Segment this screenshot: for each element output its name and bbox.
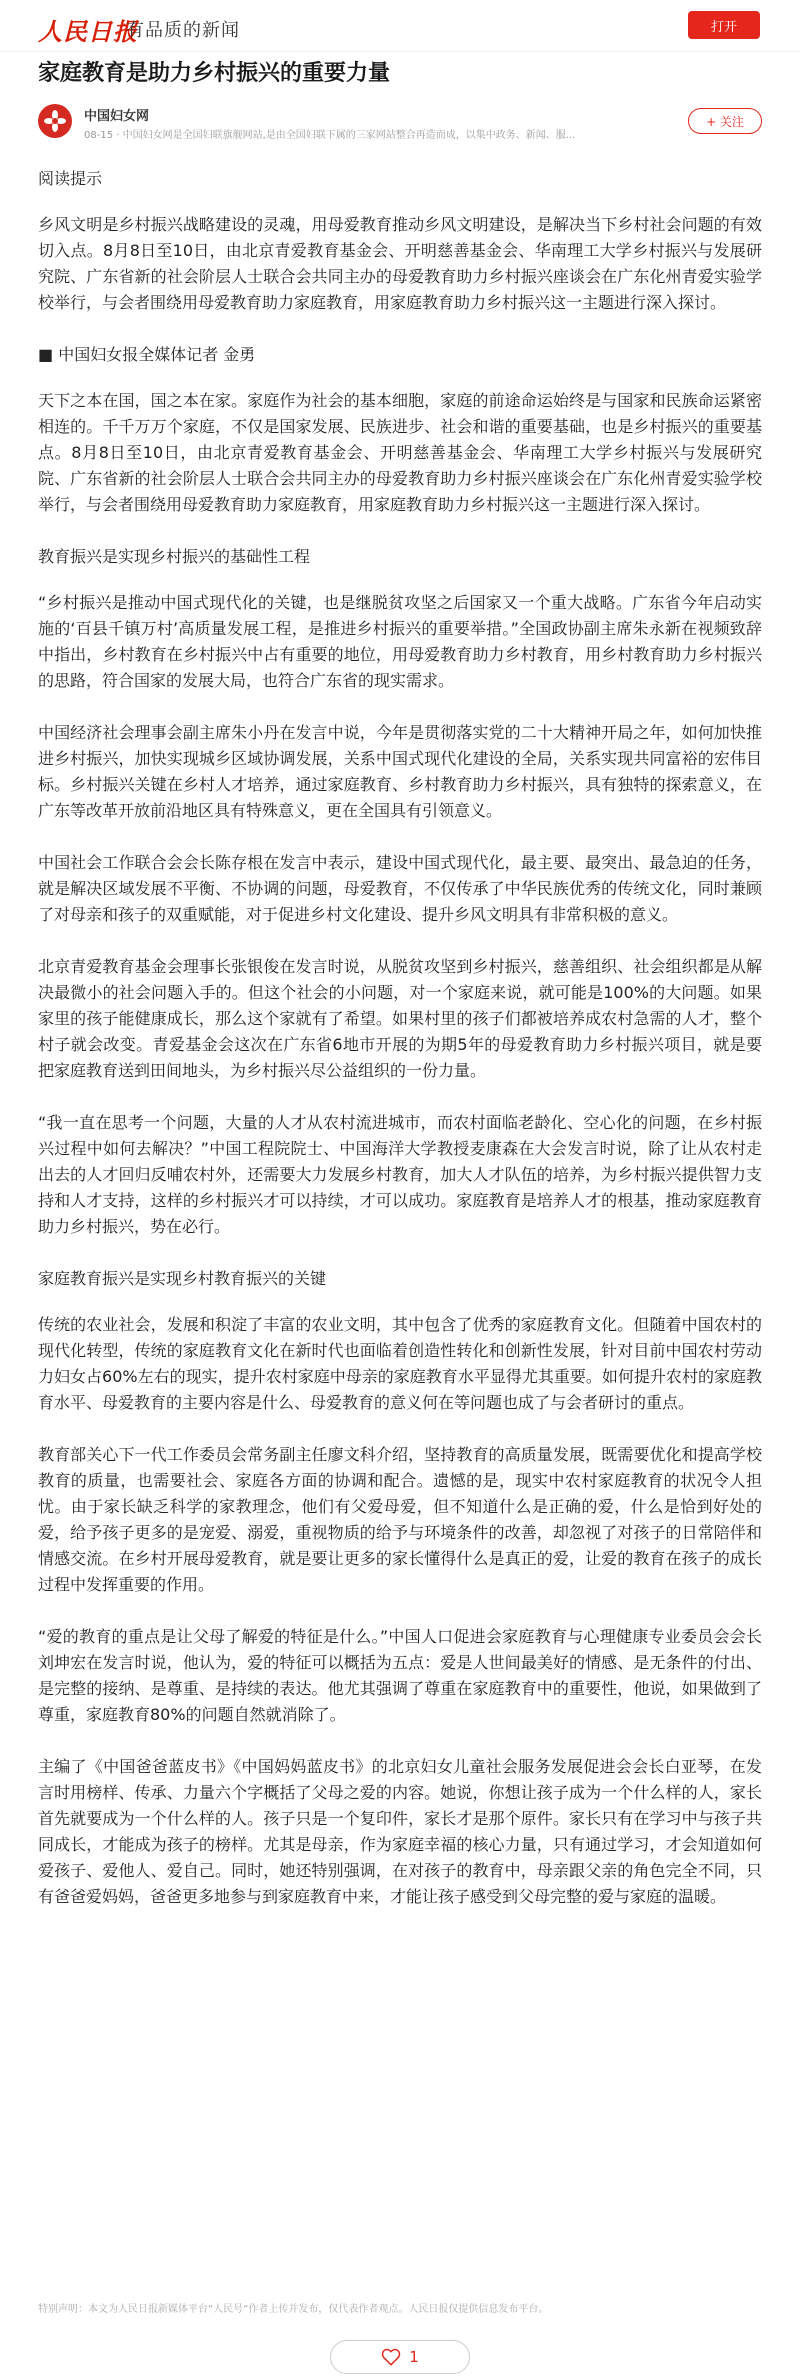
heart-icon <box>381 2348 401 2366</box>
flower-logo-icon <box>43 109 67 133</box>
disclaimer-text: 特别声明：本文为人民日报新媒体平台“人民号”作者上传并发布，仅代表作者观点。人民日报仅提供信息发布平台。 <box>38 2304 549 2315</box>
reporter-byline: ■ 中国妇女报全媒体记者 金勇 <box>38 345 256 364</box>
article-paragraph: “乡村振兴是推动中国式现代化的关键，也是继脱贫攻坚之后国家又一个重大战略。广东省今年启动实施的‘百县千镇万村’高质量发展工程，是推进乡村振兴的重要举措。”全国政协副主席朱永新在视频致辞中指出，乡村教育在乡村振兴中占有重要的地位，用母爱教育助力乡村教育，用乡村教育助力乡村振兴的思路，符合国家的发展大局，也符合广东省的现实需求。 <box>38 593 762 690</box>
article-paragraph: 主编了《中国爸爸蓝皮书》《中国妈妈蓝皮书》的北京妇女儿童社会服务发展促进会会长白亚琴，在发言时用榜样、传承、力量六个字概括了父母之爱的内容。她说，你想让孩子成为一个什么样的人，家长首先就要成为一个什么样的人。孩子只是一个复印件，家长才是那个原件。家长只有在学习中与孩子共同成长，才能成为孩子的榜样。尤其是母亲，作为家庭幸福的核心力量，只有通过学习，才会知道如何爱孩子、爱他人、爱自己。同时，她还特别强调，在对孩子的教育中，母亲跟父亲的角色完全不同，只有爸爸爱妈妈，爸爸更多地参与到家庭教育中来，才能让孩子感受到父母完整的爱与家庭的温暖。 <box>38 1757 762 1906</box>
author-meta: 08-15 · 中国妇女网是全国妇联旗舰网站,是由全国妇联下属的三家网站整合再造而成，以集中政务、新闻、服... <box>84 130 576 141</box>
article-paragraph: 天下之本在国，国之本在家。家庭作为社会的基本细胞，家庭的前途命运始终是与国家和民族命运紧密相连的。千千万万个家庭，不仅是国家发展、民族进步、社会和谐的重要基础，也是乡村振兴的重要基点。8月8日至10日，由北京青爱教育基金会、开明慈善基金会、华南理工大学乡村振兴与发展研究院、广东省新的社会阶层人士联合会共同主办的母爱教育助力乡村振兴座谈会在广东化州青爱实验学校举行，与会者围绕用母爱教育助力家庭教育，用家庭教育助力乡村振兴这一主题进行深入探讨。 <box>38 391 762 514</box>
article-paragraph: 中国社会工作联合会会长陈存根在发言中表示，建设中国式现代化，最主要、最突出、最急迫的任务，就是解决区域发展不平衡、不协调的问题，母爱教育，不仅传承了中华民族优秀的传统文化，同时兼顾了对母亲和孩子的双重赋能，对于促进乡村文化建设、提升乡风文明具有非常积极的意义。 <box>38 853 762 924</box>
article-paragraph: 中国经济社会理事会副主席朱小丹在发言中说，今年是贯彻落实党的二十大精神开局之年，如何加快推进乡村振兴，加快实现城乡区域协调发展，关系中国式现代化建设的全局，关系实现共同富裕的宏伟目标。乡村振兴关键在乡村人才培养，通过家庭教育、乡村教育助力乡村振兴，具有独特的探索意义，在广东等改革开放前沿地区具有特殊意义，更在全国具有引领意义。 <box>38 723 762 820</box>
author-row <box>38 104 762 144</box>
app-logo[interactable]: 人民日报 <box>38 17 138 46</box>
like-button[interactable] <box>330 2340 470 2374</box>
article-title: 家庭教育是助力乡村振兴的重要力量 <box>38 61 391 86</box>
reading-tip: 阅读提示 <box>38 169 103 188</box>
article-paragraph: 北京青爱教育基金会理事长张银俊在发言时说，从脱贫攻坚到乡村振兴，慈善组织、社会组织都是从解决最微小的社会问题入手的。但这个社会的小问题，对一个家庭来说，就可能是100%的大问题。如果家里的孩子能健康成长，那么这个家就有了希望。如果村里的孩子们都被培养成农村急需的人才，整个村子就会改变。青爱基金会这次在广东省6地市开展的为期5年的母爱教育助力乡村振兴项目，就是要把家庭教育送到田间地头，为乡村振兴尽公益组织的一份力量。 <box>38 957 762 1080</box>
author-name[interactable]: 中国妇女网 <box>84 109 150 124</box>
article-paragraph: 乡风文明是乡村振兴战略建设的灵魂，用母爱教育推动乡风文明建设，是解决当下乡村社会问题的有效切入点。8月8日至10日，由北京青爱教育基金会、开明慈善基金会、华南理工大学乡村振兴与发展研究院、广东省新的社会阶层人士联合会共同主办的母爱教育助力乡村振兴座谈会在广东化州青爱实验学校举行，与会者围绕用母爱教育助力家庭教育，用家庭教育助力乡村振兴这一主题进行深入探讨。 <box>38 215 762 312</box>
open-app-button[interactable]: 打开 <box>688 11 760 39</box>
follow-button[interactable]: + 关注 <box>688 108 762 134</box>
author-avatar[interactable] <box>38 104 72 138</box>
article-paragraph: 教育部关心下一代工作委员会常务副主任廖文科介绍，坚持教育的高质量发展，既需要优化和提高学校教育的质量，也需要社会、家庭各方面的协调和配合。遗憾的是，现实中农村家庭教育的状况令人担忧。由于家长缺乏科学的家教理念，他们有父爱母爱，但不知道什么是正确的爱，什么是恰到好处的爱，给予孩子更多的是宠爱、溺爱，重视物质的给予与环境条件的改善，却忽视了对孩子的日常陪伴和情感交流。在乡村开展母爱教育，就是要让更多的家长懂得什么是真正的爱，让爱的教育在孩子的成长过程中发挥重要的作用。 <box>38 1445 762 1594</box>
top-bar <box>0 0 800 52</box>
app-slogan: 有品质的新闻 <box>126 20 240 41</box>
section-heading: 教育振兴是实现乡村振兴的基础性工程 <box>38 547 311 566</box>
article-paragraph: “我一直在思考一个问题，大量的人才从农村流进城市，而农村面临老龄化、空心化的问题，在乡村振兴过程中如何去解决？”中国工程院院士、中国海洋大学教授麦康森在大会发言时说，除了让从农村走出去的人才回归反哺农村外，还需要大力发展乡村教育，加大人才队伍的培养，为乡村振兴提供智力支持和人才支持，这样的乡村振兴才可以持续，才可以成功。家庭教育是培养人才的根基，推动家庭教育助力乡村振兴，势在必行。 <box>38 1113 762 1236</box>
section-heading: 家庭教育振兴是实现乡村教育振兴的关键 <box>38 1269 327 1288</box>
article-paragraph: “爱的教育的重点是让父母了解爱的特征是什么。”中国人口促进会家庭教育与心理健康专业委员会会长刘坤宏在发言时说，他认为，爱的特征可以概括为五点：爱是人世间最美好的情感、是无条件的付出、是完整的接纳、是尊重、是持续的表达。他尤其强调了尊重在家庭教育中的重要性，他说，如果做到了尊重，家庭教育80%的问题自然就消除了。 <box>38 1627 762 1724</box>
article-paragraph: 传统的农业社会，发展和积淀了丰富的农业文明，其中包含了优秀的家庭教育文化。但随着中国农村的现代化转型，传统的家庭教育文化在新时代也面临着创造性转化和创新性发展，针对目前中国农村劳动力妇女占60%左右的现实，提升农村家庭中母亲的家庭教育水平显得尤其重要。如何提升农村的家庭教育水平、母爱教育的主要内容是什么、母爱教育的意义何在等问题也成了与会者研讨的重点。 <box>38 1315 762 1412</box>
article-body <box>38 166 762 1936</box>
like-count: 1 <box>409 2348 419 2366</box>
